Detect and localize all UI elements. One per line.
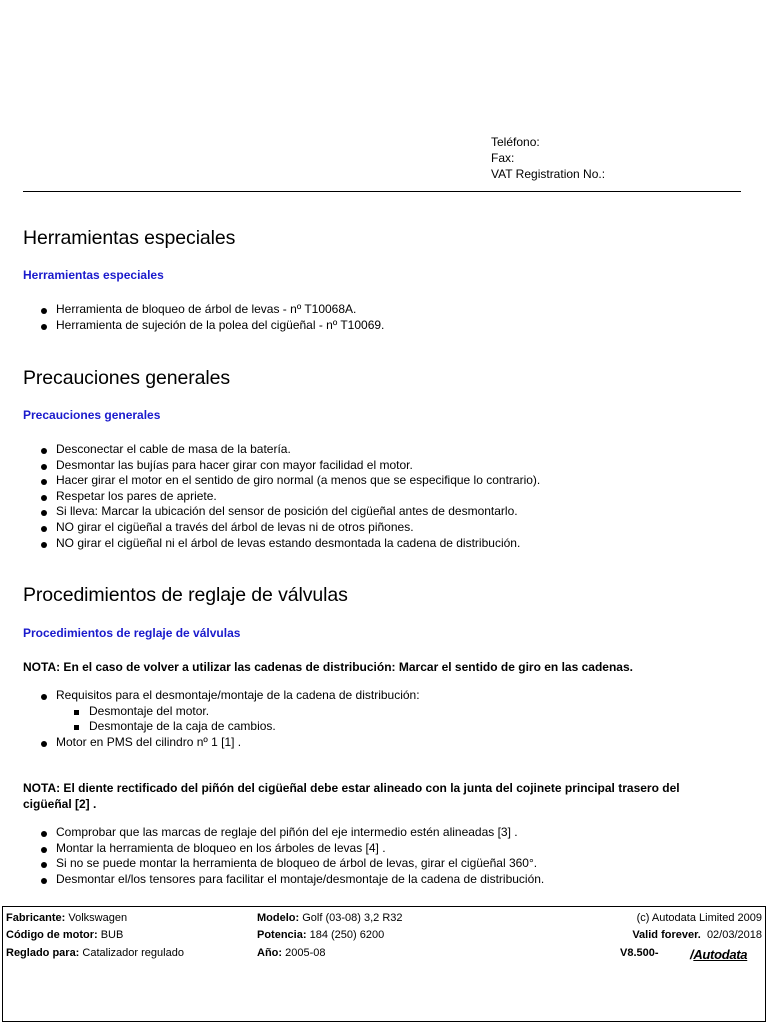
herramientas-list (23, 302, 384, 333)
sub-list-item: Desmontaje de la caja de cambios. (56, 719, 420, 735)
header-divider (23, 191, 741, 192)
footer-potencia: Potencia: 184 (250) 6200 (257, 929, 385, 941)
section-heading-herramientas: Herramientas especiales (23, 227, 236, 249)
telefono-label: Teléfono: (491, 135, 540, 149)
list-item: Hacer girar el motor en el sentido de giro normal (a menos que se especifique lo contrario). (23, 473, 540, 489)
list-item: Si lleva: Marcar la ubicación del sensor de posición del cigüeñal antes de desmontarlo. (23, 504, 540, 520)
list-item-text: Requisitos para el desmontaje/montaje de la cadena de distribución: (56, 688, 420, 702)
contact-block (491, 134, 605, 182)
footer-fabricante: Fabricante: Volkswagen (6, 912, 128, 924)
list-item: Respetar los pares de apriete. (23, 489, 540, 505)
list-item: Comprobar que las marcas de reglaje del piñón del eje intermedio estén alineadas [3] . (23, 825, 544, 841)
sub-list-item: Desmontaje del motor. (56, 704, 420, 720)
pasos-list (23, 825, 544, 887)
list-item: Herramienta de bloqueo de árbol de levas - nº T10068A. (23, 302, 384, 318)
footer-reglado: Reglado para: Catalizador regulado (6, 947, 184, 959)
section-heading-reglaje: Procedimientos de reglaje de válvulas (23, 584, 348, 606)
link-precauciones-generales[interactable]: Precauciones generales (23, 408, 161, 422)
list-item: Desmontar las bujías para hacer girar con mayor facilidad el motor. (23, 458, 540, 474)
requisitos-list (23, 688, 420, 750)
list-item (23, 688, 420, 735)
note-diente-rectificado: NOTA: El diente rectificado del piñón del cigüeñal debe estar alineado con la junta del cojinete principal trasero del cigüeñal [2] . (23, 781, 680, 811)
footer-codigo-motor: Código de motor: BUB (6, 929, 124, 941)
autodata-logo: /Autodata (690, 947, 748, 962)
section-heading-precauciones: Precauciones generales (23, 367, 231, 389)
list-item: NO girar el cigüeñal ni el árbol de levas estando desmontada la cadena de distribución. (23, 536, 540, 552)
list-item: Montar la herramienta de bloqueo en los árboles de levas [4] . (23, 841, 544, 857)
precauciones-list (23, 442, 540, 551)
footer-box (2, 906, 766, 1022)
list-item: Desmontar el/los tensores para facilitar el montaje/desmontaje de la cadena de distribución. (23, 872, 544, 888)
footer-copyright: (c) Autodata Limited 2009 (636, 912, 762, 924)
link-procedimientos-reglaje[interactable]: Procedimientos de reglaje de válvulas (23, 626, 241, 640)
list-item: Motor en PMS del cilindro nº 1 [1] . (23, 735, 420, 751)
note-cadenas: NOTA: En el caso de volver a utilizar las cadenas de distribución: Marcar el sentido de giro en las cadenas. (23, 660, 633, 674)
footer-modelo: Modelo: Golf (03-08) 3,2 R32 (257, 912, 403, 924)
fax-label: Fax: (491, 151, 515, 165)
footer-ano: Año: 2005-08 (257, 947, 326, 959)
list-item: Si no se puede montar la herramienta de bloqueo de árbol de levas, girar el cigüeñal 360°. (23, 856, 544, 872)
list-item: NO girar el cigüeñal a través del árbol de levas ni de otros piñones. (23, 520, 540, 536)
link-herramientas-especiales[interactable]: Herramientas especiales (23, 268, 164, 282)
list-item: Desconectar el cable de masa de la batería. (23, 442, 540, 458)
list-item: Herramienta de sujeción de la polea del cigüeñal - nº T10069. (23, 318, 384, 334)
footer-valid: Valid forever. 02/03/2018 (632, 929, 762, 941)
sub-list (56, 704, 420, 735)
vat-label: VAT Registration No.: (491, 167, 606, 181)
footer-version: V8.500- (620, 947, 659, 959)
